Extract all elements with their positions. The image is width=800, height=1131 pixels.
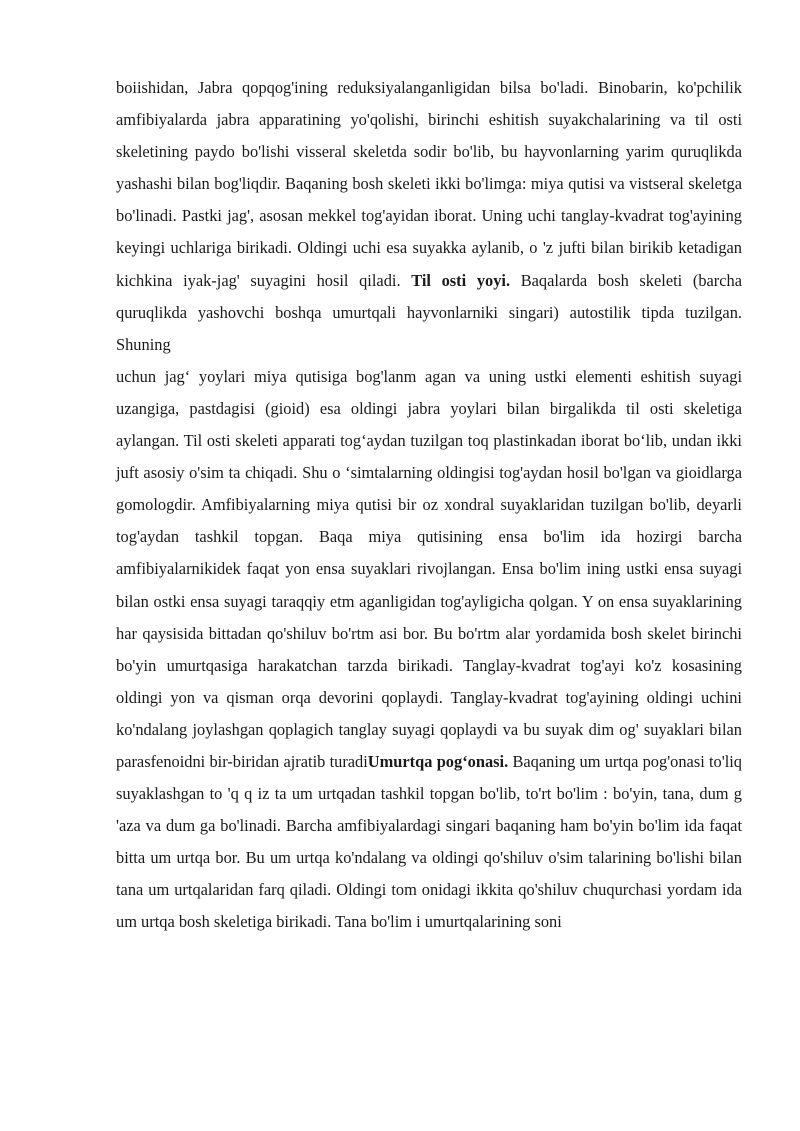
body-text (116, 72, 742, 939)
section-heading-til-osti-yoyi: Til osti yoyi. (411, 270, 511, 290)
text-run: uchun jag‘ yoylari miya qutisiga bog'lanm agan va uning ustki elementi eshitish suyagi uzangiga, pastdagisi (gioid) esa oldingi jabra yoylari bilan birgalikda til osti skeletiga aylangan. Til osti skeleti apparati tog‘aydan tuzilgan toq plastinkadan iborat bo‘lib, undan ikki juft asosiy o'sim ta chiqadi. Shu o ‘simtalarning oldingisi tog'aydan hosil bo'lgan va gioidlarga gomologdir. Amfibiyalarning miya qutisi bir oz xondral suyaklaridan tuzilgan bo'lib, deyarli tog'aydan tashkil topgan. Baqa miya qutisining ensa bo'lim ida hozirgi barcha amfibiyalarnikidek faqat yon ensa suyaklari rivojlangan. Ensa bo'lim ining ustki ensa suyagi bilan ostki ensa suyagi taraqqiy etm aganligidan tog'ayligicha qolgan. Y on ensa suyaklarining har qaysisida bittadan qo'shiluv bo'rtm asi bor. Bu bo'rtm alar yordamida bosh skelet birinchi bo'yin umurtqasiga harakatchan tarzda birikadi. Tanglay-kvadrat tog'ayi ko'z kosasining oldingi yon va qisman orqa devorini qoplaydi. Tanglay-kvadrat tog'ayining oldingi uchini ko'ndalang joylashgan qoplagich tanglay suyagi qoplaydi va bu suyak dim og' suyaklari bilan parasfenoidni bir-biridan ajratib turadi (116, 366, 742, 771)
text-run: boiishidan, Jabra qopqog'ining reduksiyalanganligidan bilsa bo'ladi. Binobarin, ko'pchilik amfibiyalarda jabra apparatining yo'qolishi, birinchi eshitish suyakchalarining va til osti skeletining paydo bo'lishi visseral skeletda sodir bo'lib, bu hayvonlarning yarim quruqlikda yashashi bilan bog'liqdir. Baqaning bosh skeleti ikki bo'limga: miya qutisi va vistseral skeletga bo'linadi. Pastki jag', asosan mekkel tog'ayidan iborat. Uning uchi tanglay-kvadrat tog'ayining keyingi uchlariga birikadi. Oldingi uchi esa suyakka aylanib, o 'z jufti bilan birikib ketadigan kichkina iyak-jag' suyagini hosil qiladi. (116, 78, 742, 290)
paragraph (116, 361, 742, 939)
text-run: Baqalarda bosh skeleti (barcha quruqlikda yashovchi boshqa umurtqali hayvonlarniki singari) autostilik tipda tuzilgan. Shuning (116, 270, 742, 354)
paragraph (116, 72, 742, 361)
section-heading-umurtqa-pogonasi: Umurtqa pog‘onasi. (367, 751, 509, 771)
text-run: Baqaning um urtqa pog'onasi to'liq suyaklashgan to 'q q iz ta um urtqadan tashkil topgan bo'lib, to'rt bo'lim : bo'yin, tana, dum g 'aza va dum ga bo'linadi. Barcha amfibiyalardagi singari baqaning ham bo'yin bo'lim ida faqat bitta um urtqa bor. Bu um urtqa ko'ndalang va oldingi qo'shiluv o'sim talarining bo'lishi bilan tana um urtqalaridan farq qiladi. Oldingi tom onidagi ikkita qo'shiluv chuqurchasi yordam ida um urtqa bosh skeletiga birikadi. Tana bo'lim i umurtqalarining soni (116, 751, 743, 932)
